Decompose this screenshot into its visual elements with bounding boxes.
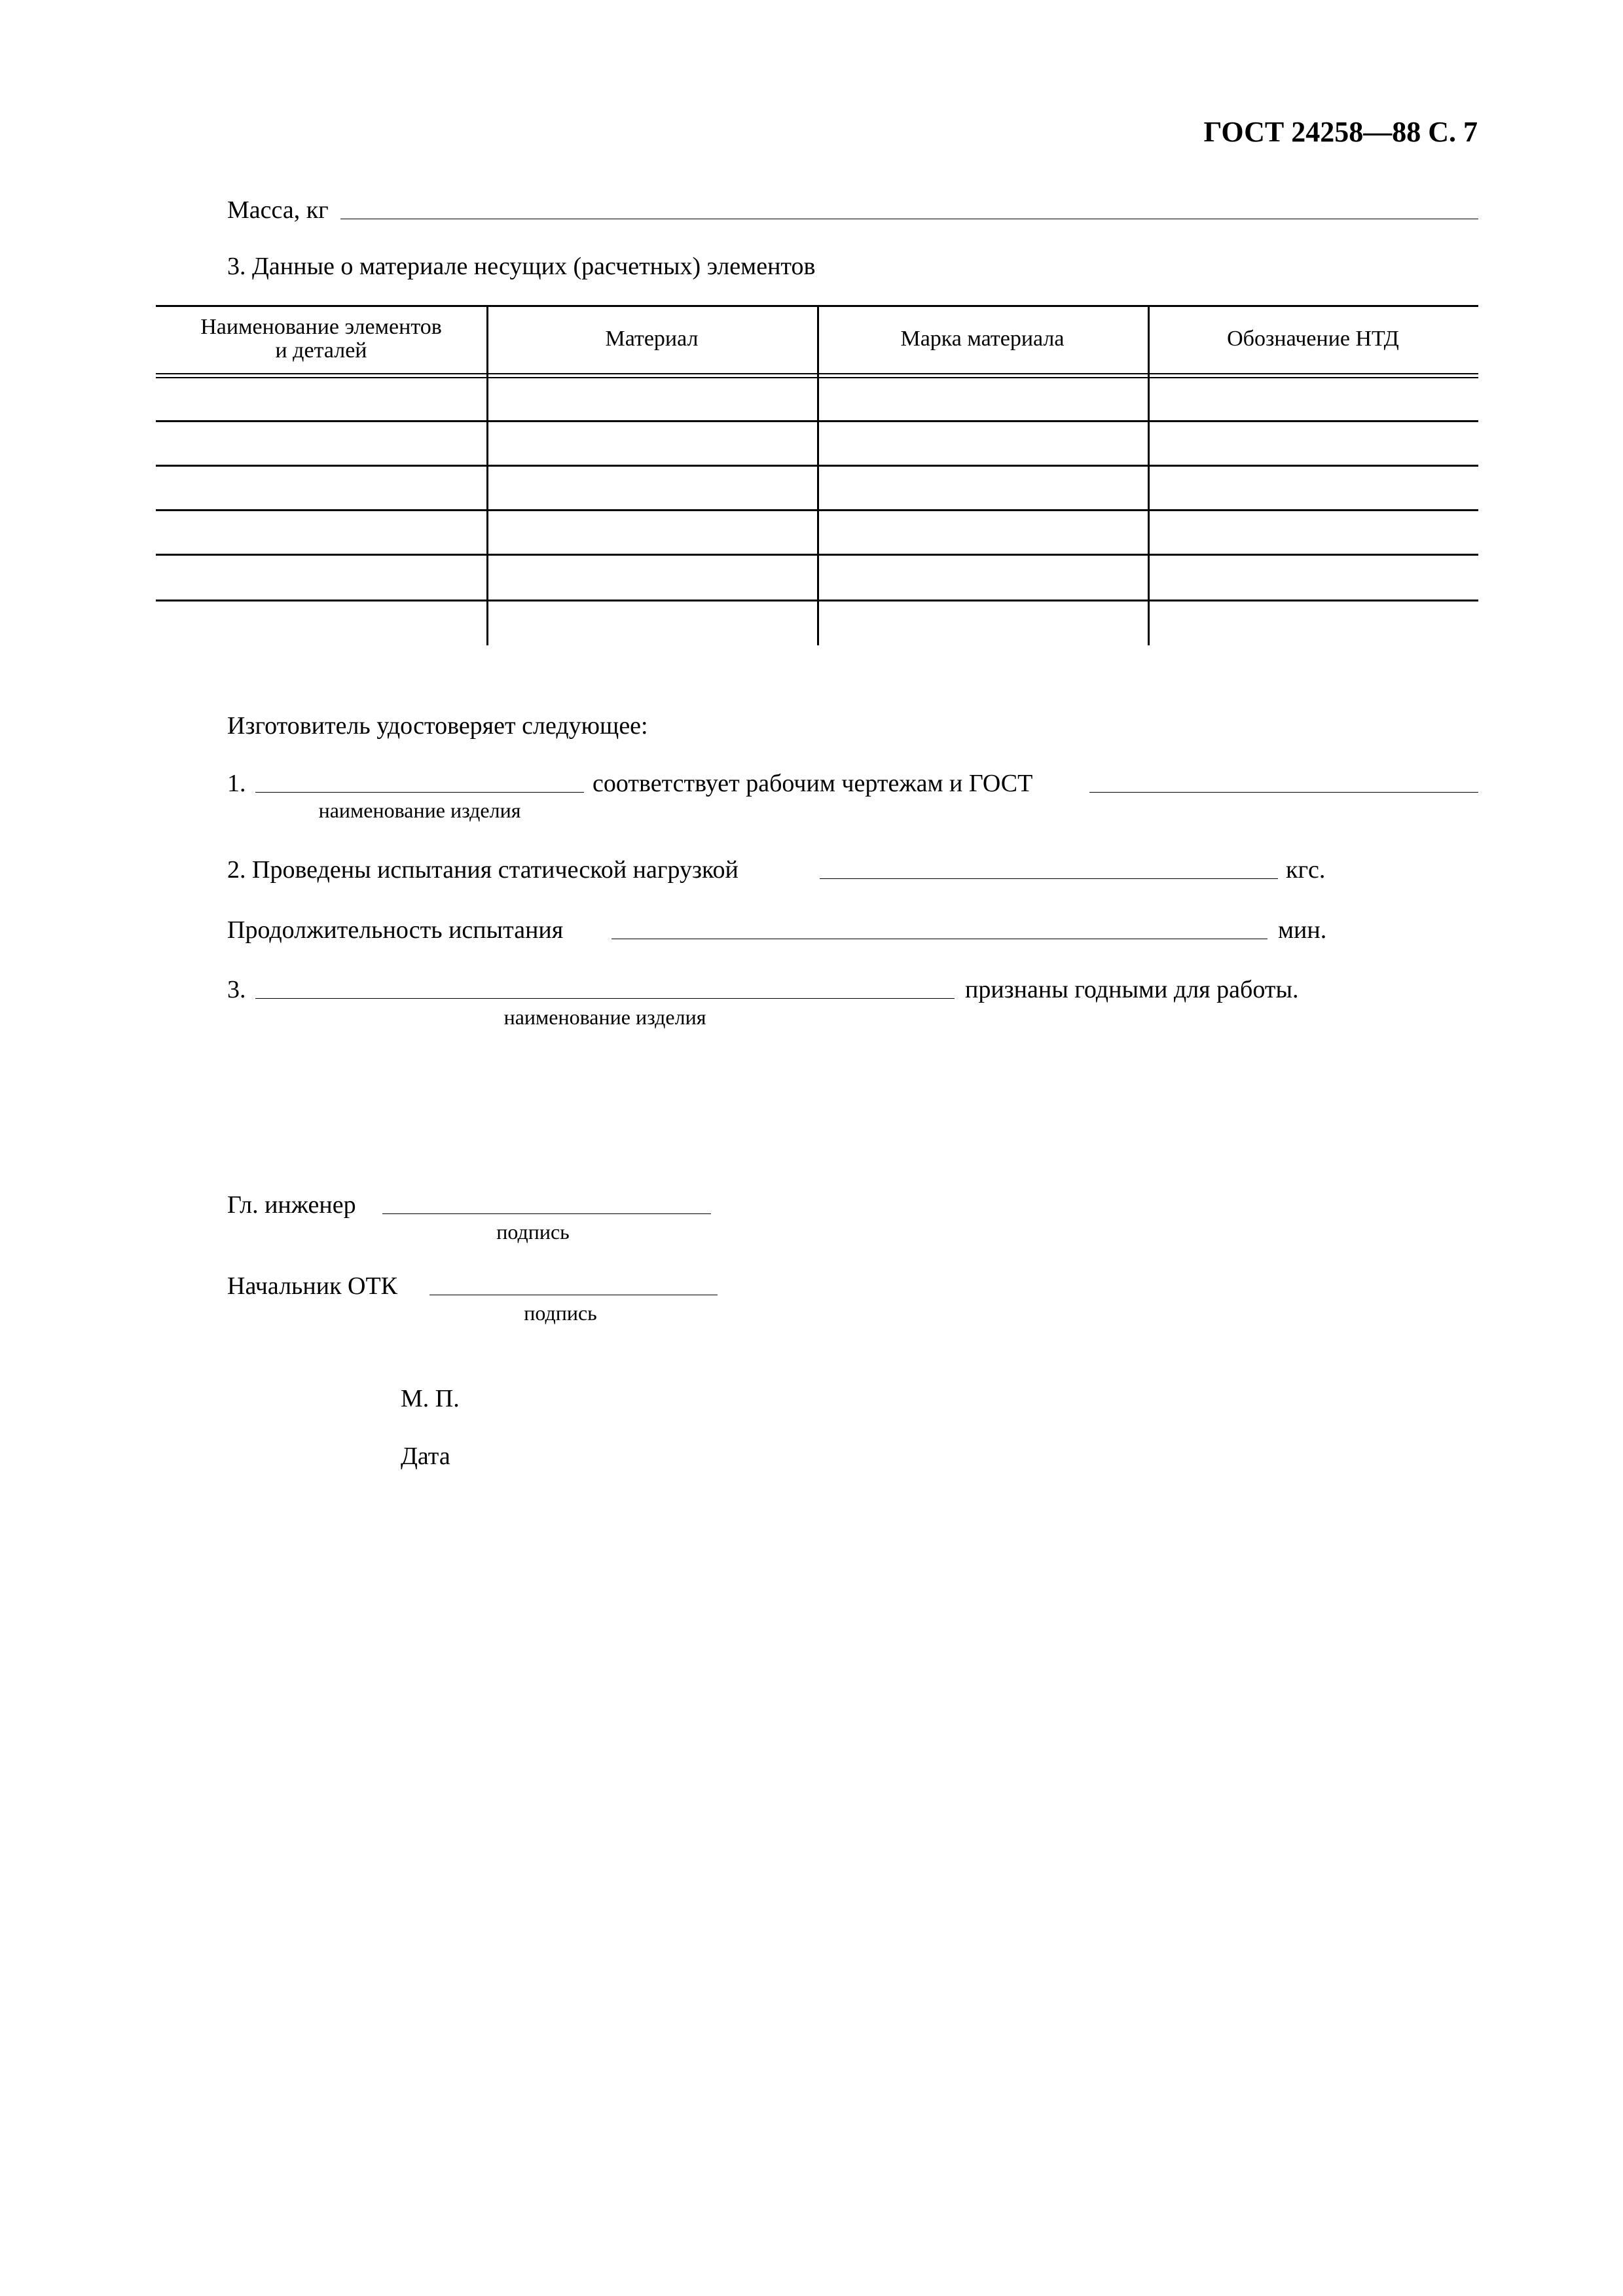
product-name-field-1[interactable] <box>255 792 584 793</box>
table-header-material: Материал <box>605 327 699 351</box>
document-reference: ГОСТ 24258—88 С. 7 <box>1203 116 1478 148</box>
item-2-text: 2. Проведены испытания статической нагрузкой <box>227 856 739 884</box>
date-label: Дата <box>401 1443 450 1470</box>
materials-table <box>156 305 1478 645</box>
chief-engineer-signature-caption: подпись <box>496 1220 570 1244</box>
duration-label: Продолжительность испытания <box>227 916 564 944</box>
table-header-element-name <box>156 305 486 373</box>
chief-engineer-label: Гл. инженер <box>227 1191 356 1219</box>
item-1-caption: наименование изделия <box>318 798 521 822</box>
item-3-caption: наименование изделия <box>503 1005 706 1029</box>
gost-number-field[interactable] <box>1089 792 1478 793</box>
table-header-standard-doc: Обозначение НТД <box>1227 327 1399 351</box>
table-header-element-name-line1: Наименование элементов <box>200 315 442 340</box>
item-3-text: признаны годными для работы. <box>965 976 1299 1003</box>
item-1-text: соответствует рабочим чертежам и ГОСТ <box>593 770 1033 797</box>
item-1-number: 1. <box>227 770 246 797</box>
table-column-divider <box>486 305 488 645</box>
otk-head-signature-caption: подпись <box>524 1301 597 1325</box>
table-header-material-grade: Марка материала <box>900 327 1065 351</box>
table-column-divider <box>1148 305 1150 645</box>
item-3-number: 3. <box>227 976 246 1003</box>
table-header-element-name-line2: и деталей <box>275 338 367 363</box>
section-3-title: 3. Данные о материале несущих (расчетных) элементов <box>227 253 816 280</box>
item-2-unit: кгс. <box>1286 856 1326 884</box>
otk-head-label: Начальник ОТК <box>227 1272 398 1300</box>
stamp-place-label: М. П. <box>401 1385 460 1412</box>
product-name-field-3[interactable] <box>255 998 955 999</box>
mass-label: Масса, кг <box>227 196 329 224</box>
table-column-divider <box>817 305 819 645</box>
certify-intro: Изготовитель удостоверяет следующее: <box>227 712 648 740</box>
duration-unit: мин. <box>1278 916 1327 944</box>
static-load-field[interactable] <box>820 878 1278 879</box>
chief-engineer-signature-field[interactable] <box>382 1213 711 1214</box>
